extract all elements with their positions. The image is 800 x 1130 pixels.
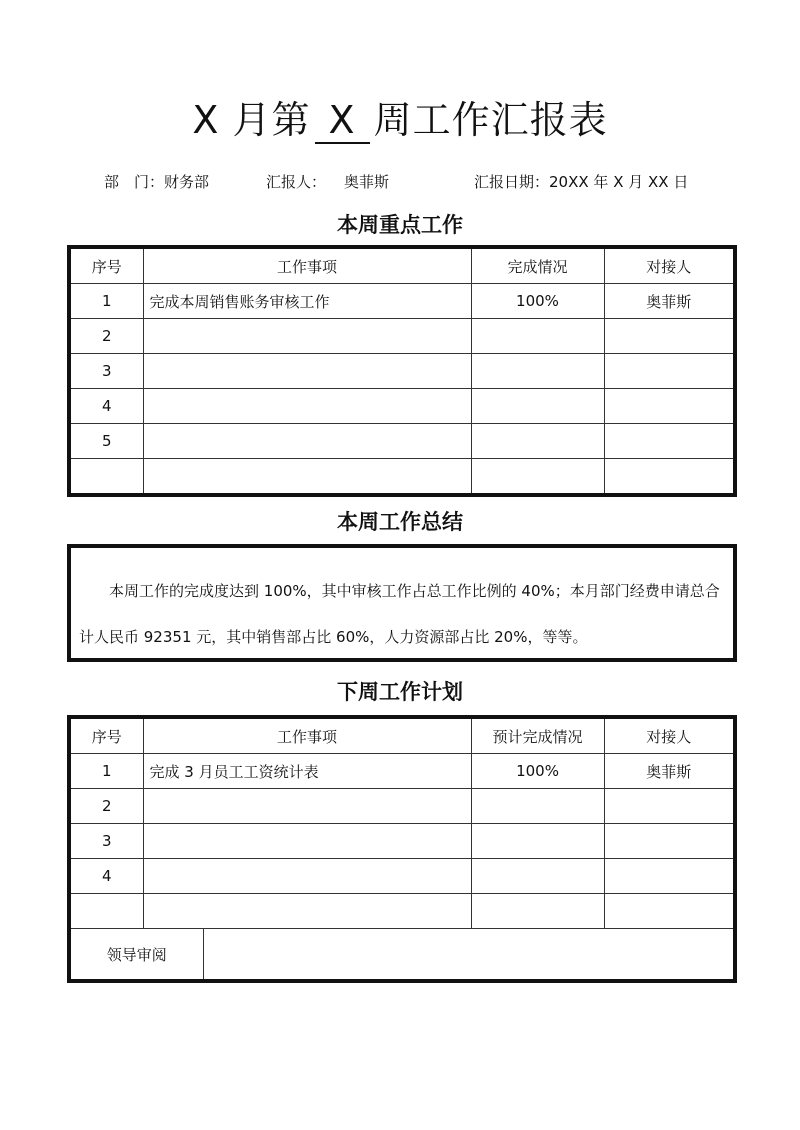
cell-index[interactable]: 4 [71,859,143,894]
title-suffix: 周工作汇报表 [373,98,608,142]
column-header-contact: 对接人 [604,719,733,754]
cell-task[interactable] [143,424,471,459]
reporter-field [266,172,389,192]
table-header-row [71,249,733,284]
column-header-index: 序号 [71,249,143,284]
report-date-value[interactable]: 20XX 年 X 月 XX 日 [549,173,689,191]
reporter-label: 汇报人： [266,173,327,191]
cell-index[interactable]: 3 [71,354,143,389]
column-header-contact: 对接人 [604,249,733,284]
report-date-field [474,172,688,192]
cell-status[interactable] [471,459,604,494]
leader-review-row [71,929,733,980]
table-row [71,754,733,789]
cell-task[interactable] [143,824,471,859]
cell-status[interactable] [471,894,604,929]
cell-task[interactable] [143,354,471,389]
cell-status[interactable]: 100% [471,284,604,319]
table-row [71,319,733,354]
cell-index[interactable]: 2 [71,319,143,354]
department-label: 部 门： [104,173,165,191]
reporter-value[interactable]: 奥菲斯 [344,173,390,191]
table-row [71,459,733,494]
cell-index[interactable] [71,894,143,929]
column-header-expected-status: 预计完成情况 [471,719,604,754]
cell-index[interactable]: 4 [71,389,143,424]
cell-contact[interactable] [604,859,733,894]
table-row [71,354,733,389]
cell-contact[interactable] [604,459,733,494]
next-plan-table [71,719,733,979]
cell-index[interactable]: 2 [71,789,143,824]
cell-contact[interactable] [604,789,733,824]
cell-status[interactable] [471,424,604,459]
table-row [71,824,733,859]
next-plan-table-frame [67,715,737,983]
cell-index[interactable]: 1 [71,284,143,319]
cell-status[interactable]: 100% [471,754,604,789]
summary-text[interactable]: 本周工作的完成度达到 100%，其中审核工作占总工作比例的 40%；本月部门经费申请总合计人民币 92351 元，其中销售部占比 60%，人力资源部占比 20%，等等。 [67,544,737,662]
cell-contact[interactable]: 奥菲斯 [604,754,733,789]
table-row [71,789,733,824]
cell-status[interactable] [471,389,604,424]
cell-contact[interactable] [604,319,733,354]
cell-contact[interactable] [604,894,733,929]
cell-task[interactable] [143,859,471,894]
cell-status[interactable] [471,354,604,389]
table-row [71,389,733,424]
leader-review-input[interactable] [203,929,733,980]
cell-contact[interactable] [604,354,733,389]
cell-contact[interactable] [604,824,733,859]
table-row [71,859,733,894]
key-work-table-frame [67,245,737,497]
page-title [0,92,800,148]
next-plan-heading: 下周工作计划 [337,680,463,704]
table-row [71,424,733,459]
title-week-number[interactable]: X [315,98,370,144]
cell-status[interactable] [471,824,604,859]
column-header-task: 工作事项 [143,719,471,754]
key-work-heading: 本周重点工作 [337,213,463,237]
cell-contact[interactable]: 奥菲斯 [604,284,733,319]
column-header-index: 序号 [71,719,143,754]
cell-index[interactable]: 3 [71,824,143,859]
leader-review-label: 领导审阅 [71,929,203,980]
table-row [71,284,733,319]
cell-task[interactable] [143,319,471,354]
title-prefix: X 月第 [192,98,311,142]
cell-index[interactable]: 5 [71,424,143,459]
table-header-row [71,719,733,754]
cell-task[interactable] [143,389,471,424]
cell-task[interactable] [143,789,471,824]
key-work-table [71,249,733,493]
cell-index[interactable]: 1 [71,754,143,789]
cell-status[interactable] [471,319,604,354]
summary-heading: 本周工作总结 [337,510,463,534]
cell-contact[interactable] [604,424,733,459]
cell-status[interactable] [471,859,604,894]
report-date-label: 汇报日期： [474,173,550,191]
department-value[interactable]: 财务部 [164,173,210,191]
cell-status[interactable] [471,789,604,824]
cell-task[interactable] [143,459,471,494]
cell-task[interactable]: 完成 3 月员工工资统计表 [143,754,471,789]
department-field [104,172,209,192]
column-header-status: 完成情况 [471,249,604,284]
table-row [71,894,733,929]
cell-task[interactable]: 完成本周销售账务审核工作 [143,284,471,319]
cell-contact[interactable] [604,389,733,424]
cell-index[interactable] [71,459,143,494]
cell-task[interactable] [143,894,471,929]
column-header-task: 工作事项 [143,249,471,284]
